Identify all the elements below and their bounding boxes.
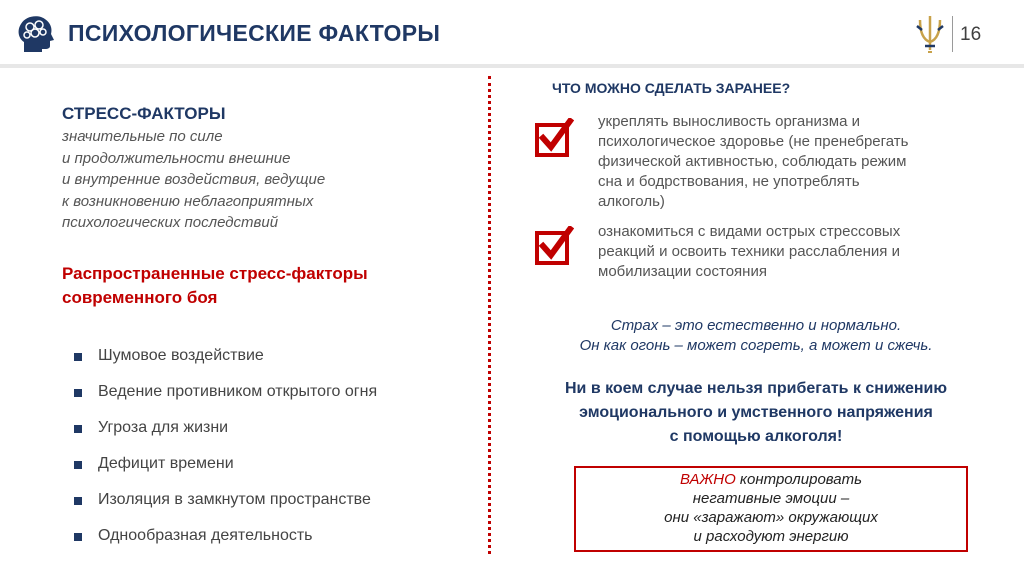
list-item-label: Ведение противником открытого огня xyxy=(98,383,378,400)
definition-line: значительные по силе xyxy=(62,128,223,145)
fear-quote xyxy=(512,316,1000,356)
trident-emblem-icon xyxy=(914,14,946,54)
warning-line: с помощью алкоголя! xyxy=(669,428,843,445)
stress-factors-definition xyxy=(62,126,422,234)
important-note-text xyxy=(574,470,968,546)
definition-line: и продолжительности внешние xyxy=(62,149,291,167)
definition-line: к возникновению неблагоприятных xyxy=(62,192,314,210)
list-item xyxy=(74,374,377,410)
bullet-square-icon xyxy=(74,533,82,541)
definition-line: и внутренние воздействия, ведущие xyxy=(62,171,326,188)
item-line: реакций и освоить техники расслабления и xyxy=(598,243,900,260)
note-line-rest: контролировать xyxy=(735,471,863,488)
page-title: ПСИХОЛОГИЧЕСКИЕ ФАКТОРЫ xyxy=(68,20,441,46)
note-line xyxy=(574,470,968,489)
brain-head-icon xyxy=(14,12,58,56)
bullet-square-icon xyxy=(74,461,82,469)
item-line: укреплять выносливость организма и xyxy=(598,113,861,130)
list-item xyxy=(74,446,377,482)
quote-line: Страх – это естественно и нормально. xyxy=(610,317,902,334)
item-line: алкоголь) xyxy=(598,193,665,210)
list-item-label: Шумовое воздействие xyxy=(98,347,264,364)
item-line: ознакомиться с видами острых стрессовых xyxy=(598,223,901,240)
list-item xyxy=(74,410,377,446)
page-number: 16 xyxy=(960,24,982,45)
item-line: мобилизации состояния xyxy=(598,263,767,280)
checkbox-checked-icon xyxy=(534,118,574,158)
important-highlight: ВАЖНО xyxy=(679,471,736,488)
warning-line: Ни в коем случае нельзя прибегать к снижению xyxy=(564,380,947,397)
note-line: и расходуют энергию xyxy=(693,528,849,545)
list-item xyxy=(74,518,377,554)
list-item xyxy=(74,338,377,374)
stress-factors-heading: СТРЕСС-ФАКТОРЫ xyxy=(62,104,226,123)
note-line: негативные эмоции – xyxy=(692,490,850,507)
bullet-square-icon xyxy=(74,389,82,397)
list-item-label: Изоляция в замкнутом пространстве xyxy=(98,491,371,508)
prevention-item xyxy=(598,222,996,282)
note-line: они «заражают» окружающих xyxy=(664,509,878,526)
alcohol-warning xyxy=(512,377,1000,449)
item-line: психологическое здоровье (не пренебрегать xyxy=(598,133,909,150)
list-item-label: Дефицит времени xyxy=(98,455,234,472)
list-item-label: Угроза для жизни xyxy=(98,419,229,436)
common-stress-factors-heading xyxy=(62,262,482,310)
prevention-heading: ЧТО МОЖНО СДЕЛАТЬ ЗАРАНЕЕ? xyxy=(552,80,791,96)
header-rule xyxy=(0,64,1024,68)
warning-line: эмоционального и умственного напряжения xyxy=(579,404,933,421)
bullet-square-icon xyxy=(74,425,82,433)
column-divider xyxy=(488,76,491,554)
stress-factors-list xyxy=(74,338,377,554)
list-item xyxy=(74,482,377,518)
bullet-square-icon xyxy=(74,497,82,505)
prevention-item xyxy=(598,112,996,212)
item-line: физической активностью, соблюдать режим xyxy=(598,153,907,170)
checkbox-checked-icon xyxy=(534,226,574,266)
list-item-label: Однообразная деятельность xyxy=(98,527,313,544)
definition-line: психологических последствий xyxy=(62,214,279,231)
heading-line: Распространенные стресс-факторы xyxy=(62,264,368,283)
heading-line: современного боя xyxy=(62,288,218,307)
header-separator xyxy=(952,16,953,52)
bullet-square-icon xyxy=(74,353,82,361)
quote-line: Он как огонь – может согреть, а может и сжечь. xyxy=(579,337,933,354)
item-line: сна и бодрствования, не употреблять xyxy=(598,173,860,190)
